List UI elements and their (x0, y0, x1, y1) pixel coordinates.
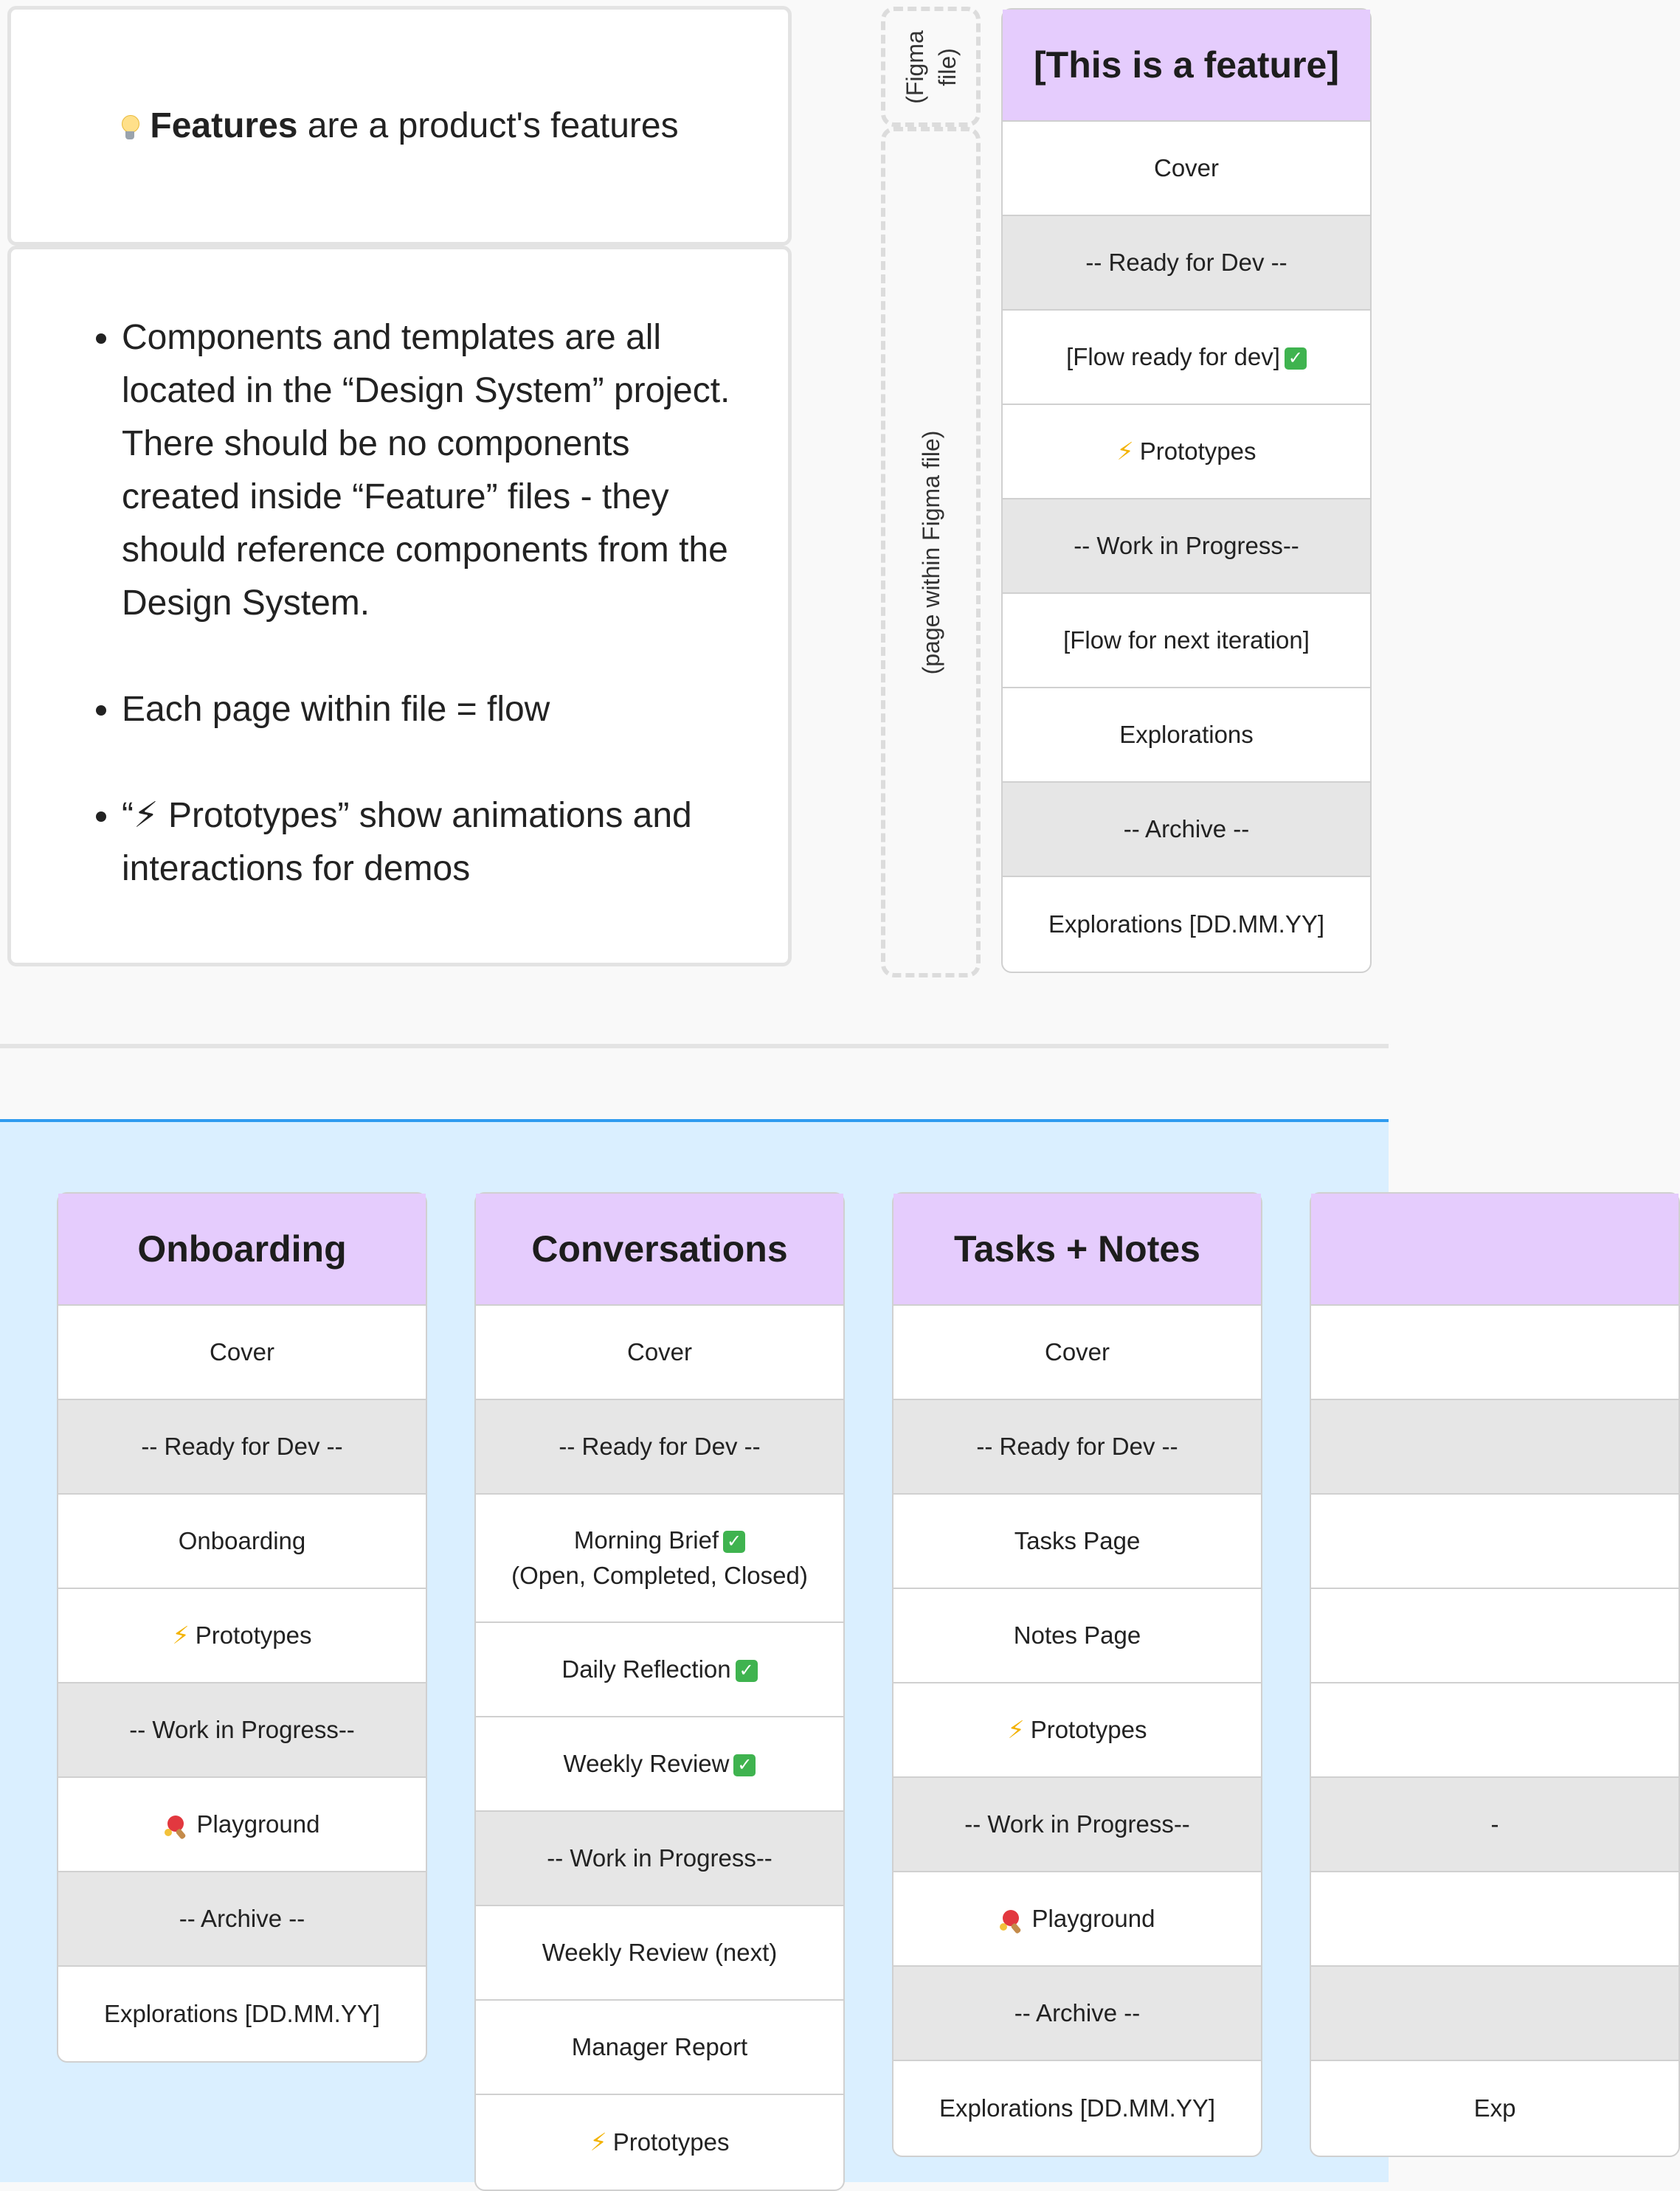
section-separator-row (1003, 783, 1370, 877)
page-row (58, 1589, 426, 1683)
checkmark-icon: ✓ (723, 1531, 745, 1553)
legend-figma-page (881, 127, 981, 977)
section-separator-row (893, 1967, 1261, 2061)
row-label: -- Ready for Dev -- (559, 1433, 761, 1460)
row-label: -- Ready for Dev -- (1085, 249, 1287, 276)
row-label: -- Archive -- (1123, 815, 1250, 842)
row-label: [Flow ready for dev] (1066, 343, 1280, 370)
page-row (476, 1717, 843, 1812)
row-label: Explorations [DD.MM.YY] (938, 2094, 1216, 2122)
features-section (0, 1119, 1516, 2182)
section-separator-row (58, 1872, 426, 1967)
intro-title-rest: are a product's features (297, 106, 679, 145)
legend-page-label: (page within Figma file) (917, 430, 944, 674)
row-label: -- Work in Progress-- (547, 1844, 772, 1872)
row-label: Cover (1153, 154, 1220, 181)
page-row (893, 2061, 1261, 2156)
row-label: Weekly Review (563, 1750, 730, 1777)
legend-file-label: (Figma file) (901, 30, 961, 104)
page-row (476, 1495, 843, 1623)
row-label: Exp (1473, 2094, 1516, 2122)
feature-column-tasks-notes (892, 1192, 1262, 2157)
intro-bullets-card (7, 246, 792, 966)
page-row (1003, 877, 1370, 972)
page-row (476, 1306, 843, 1400)
column-title: Conversations (476, 1194, 843, 1306)
lightning-icon: ⚡ (1116, 437, 1134, 465)
page-row (476, 1906, 843, 2001)
page-row (58, 1778, 426, 1872)
column-title: Onboarding (58, 1194, 426, 1306)
column-title (1311, 1194, 1679, 1306)
page-row (58, 1495, 426, 1589)
row-label: Explorations (1119, 721, 1254, 748)
row-label: Prototypes (195, 1621, 312, 1649)
row-label: Explorations [DD.MM.YY] (1048, 910, 1325, 938)
row-label: -- Archive -- (179, 1905, 305, 1932)
page-row (1003, 594, 1370, 688)
page-row (1003, 405, 1370, 499)
page-row (1311, 1495, 1679, 1589)
page-row (476, 1623, 843, 1717)
lightning-icon: ⚡ (1007, 1716, 1025, 1743)
row-sublabel: (Open, Completed, Closed) (511, 1562, 808, 1589)
page-row (893, 1683, 1261, 1778)
bullet-item: • Each page within file = flow (122, 683, 744, 736)
row-label: Cover (626, 1338, 693, 1366)
page-row (58, 1306, 426, 1400)
row-label: Manager Report (571, 2033, 748, 2060)
lightning-icon: ⚡ (172, 1621, 190, 1649)
row-label: Notes Page (1013, 1621, 1141, 1649)
page-row (893, 1495, 1261, 1589)
row-label: Daily Reflection (561, 1655, 731, 1683)
section-separator-row (58, 1400, 426, 1495)
page-row (1311, 1872, 1679, 1967)
intro-title-card (7, 6, 792, 246)
page-row (1003, 311, 1370, 405)
page-row (1311, 2061, 1679, 2156)
legend-figma-file (881, 7, 981, 127)
feature-template-column (1001, 8, 1372, 973)
bullet-item: • Components and templates are all located in the “Design System” project. There should be no components created inside “Feature” files - they should reference components from the Design System. (122, 311, 744, 630)
row-label: -- Ready for Dev -- (141, 1433, 343, 1460)
feature-column-onboarding (57, 1192, 427, 2063)
row-label: -- Ready for Dev -- (976, 1433, 1178, 1460)
row-label: Prototypes (1139, 437, 1256, 465)
row-label: Explorations [DD.MM.YY] (103, 2000, 381, 2027)
row-label: [Flow for next iteration] (1063, 626, 1310, 654)
page-row (1311, 1306, 1679, 1400)
section-separator-row (1311, 1400, 1679, 1495)
feature-column-conversations (474, 1192, 845, 2191)
row-label: Tasks Page (1014, 1527, 1141, 1554)
ping-pong-icon (1000, 1908, 1023, 1932)
page-row (893, 1872, 1261, 1967)
checkmark-icon: ✓ (733, 1754, 756, 1776)
row-label: -- Work in Progress-- (964, 1810, 1190, 1838)
page-row (1003, 122, 1370, 216)
row-label: Playground (196, 1810, 320, 1838)
page-row (58, 1967, 426, 2061)
intro-bullet-list (82, 311, 744, 896)
row-label: -- Work in Progress-- (1074, 532, 1299, 559)
page-row (1311, 1589, 1679, 1683)
row-label: -- Work in Progress-- (129, 1716, 355, 1743)
row-label: Cover (1044, 1338, 1110, 1366)
section-separator-row (893, 1400, 1261, 1495)
checkmark-icon: ✓ (1285, 347, 1307, 370)
page-row (1311, 1683, 1679, 1778)
row-label: Onboarding (178, 1527, 306, 1554)
page-row (476, 2001, 843, 2095)
row-label: Morning Brief (573, 1526, 719, 1554)
lightning-icon: ⚡ (590, 2128, 607, 2156)
row-label: - (1490, 1810, 1499, 1838)
bullet-item: • “⚡ Prototypes” show animations and interactions for demos (122, 789, 744, 896)
section-separator-row (893, 1778, 1261, 1872)
section-separator-row (58, 1683, 426, 1778)
page-row (1003, 688, 1370, 783)
intro-title (120, 105, 678, 146)
section-divider (0, 1044, 1389, 1048)
section-separator-row (1003, 499, 1370, 594)
row-label: Weekly Review (next) (542, 1939, 778, 1966)
row-label: -- Archive -- (1014, 1999, 1141, 2026)
row-label: Playground (1031, 1905, 1155, 1932)
intro-title-bold: Features (150, 106, 298, 145)
row-label: Prototypes (612, 2128, 730, 2156)
column-title: [This is a feature] (1003, 10, 1370, 122)
row-label: Prototypes (1030, 1716, 1147, 1743)
page-row (893, 1306, 1261, 1400)
section-separator-row (1311, 1967, 1679, 2061)
page-row (476, 2095, 843, 2190)
feature-column-partial (1310, 1192, 1680, 2157)
section-separator-row (1311, 1778, 1679, 1872)
section-separator-row (476, 1400, 843, 1495)
column-title: Tasks + Notes (893, 1194, 1261, 1306)
checkmark-icon: ✓ (736, 1660, 758, 1682)
row-label: Cover (209, 1338, 275, 1366)
section-separator-row (1003, 216, 1370, 311)
section-separator-row (476, 1812, 843, 1906)
lightbulb-icon (120, 115, 139, 140)
ping-pong-icon (165, 1814, 188, 1838)
page-row (893, 1589, 1261, 1683)
